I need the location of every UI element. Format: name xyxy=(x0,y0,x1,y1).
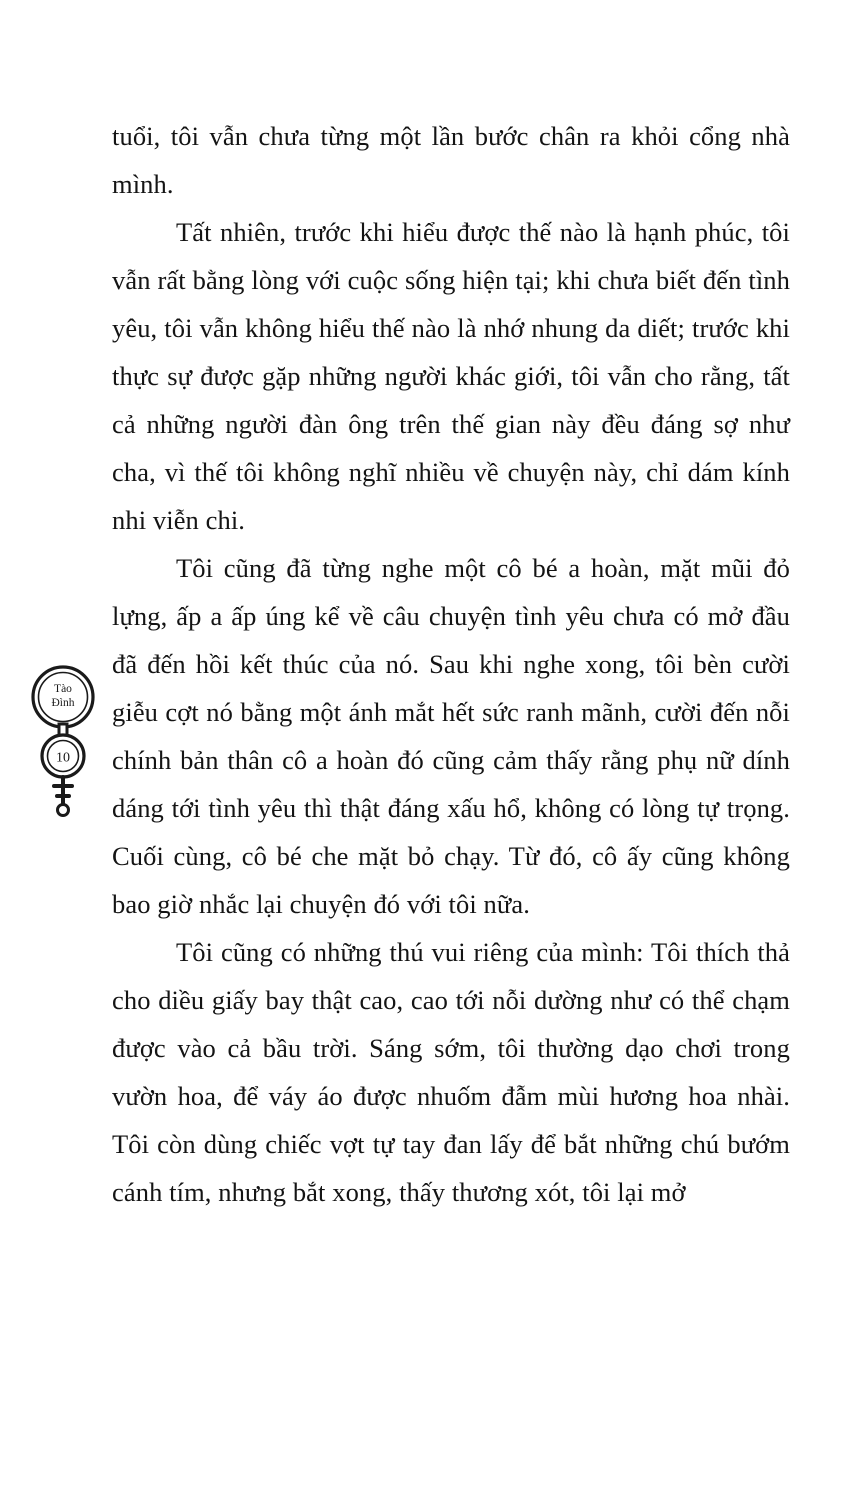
paragraph: Tất nhiên, trước khi hiểu được thế nào là hạnh phúc, tôi vẫn rất bằng lòng với cuộc sống hiện tại; khi chưa biết đến tình yêu, tôi vẫn không hiểu thế nào là nhớ nhung da diết; trước khi thực sự được gặp những người khác giới, tôi vẫn cho rằng, tất cả những người đàn ông trên thế gian này đều đáng sợ như cha, vì thế tôi không nghĩ nhiều về chuyện này, chỉ dám kính nhi viễn chi. xyxy=(112,217,790,535)
page-text-column xyxy=(112,112,790,1216)
paragraph: tuổi, tôi vẫn chưa từng một lần bước chân ra khỏi cổng nhà mình. xyxy=(112,121,790,199)
ornament-author-line2: Đình xyxy=(51,697,75,709)
page-number: 10 xyxy=(56,750,70,766)
paragraph: Tôi cũng có những thú vui riêng của mình: Tôi thích thả cho diều giấy bay thật cao, cao tới nỗi dường như có thể chạm được vào cả bầu trời. Sáng sớm, tôi thường dạo chơi trong vườn hoa, để váy áo được nhuốm đẫm mùi hương hoa nhài. Tôi còn dùng chiếc vợt tự tay đan lấy để bắt những chú bướm cánh tím, nhưng bắt xong, thấy thương xót, tôi lại mở xyxy=(112,937,790,1207)
ornament-author-line1: Tào xyxy=(54,683,72,695)
paragraph: Tôi cũng đã từng nghe một cô bé a hoàn, mặt mũi đỏ lựng, ấp a ấp úng kể về câu chuyện tình yêu chưa có mở đầu đã đến hồi kết thúc của nó. Sau khi nghe xong, tôi bèn cười giễu cợt nó bằng một ánh mắt hết sức ranh mãnh, cười đến nỗi chính bản thân cô a hoàn đó cũng cảm thấy rằng phụ nữ dính dáng tới tình yêu thì thật đáng xấu hổ, không có lòng tự trọng. Cuối cùng, cô bé che mặt bỏ chạy. Từ đó, cô ấy cũng không bao giờ nhắc lại chuyện đó với tôi nữa. xyxy=(112,553,790,919)
ornament-graphic xyxy=(24,660,102,830)
keyhole-medallion-ornament xyxy=(24,660,102,830)
